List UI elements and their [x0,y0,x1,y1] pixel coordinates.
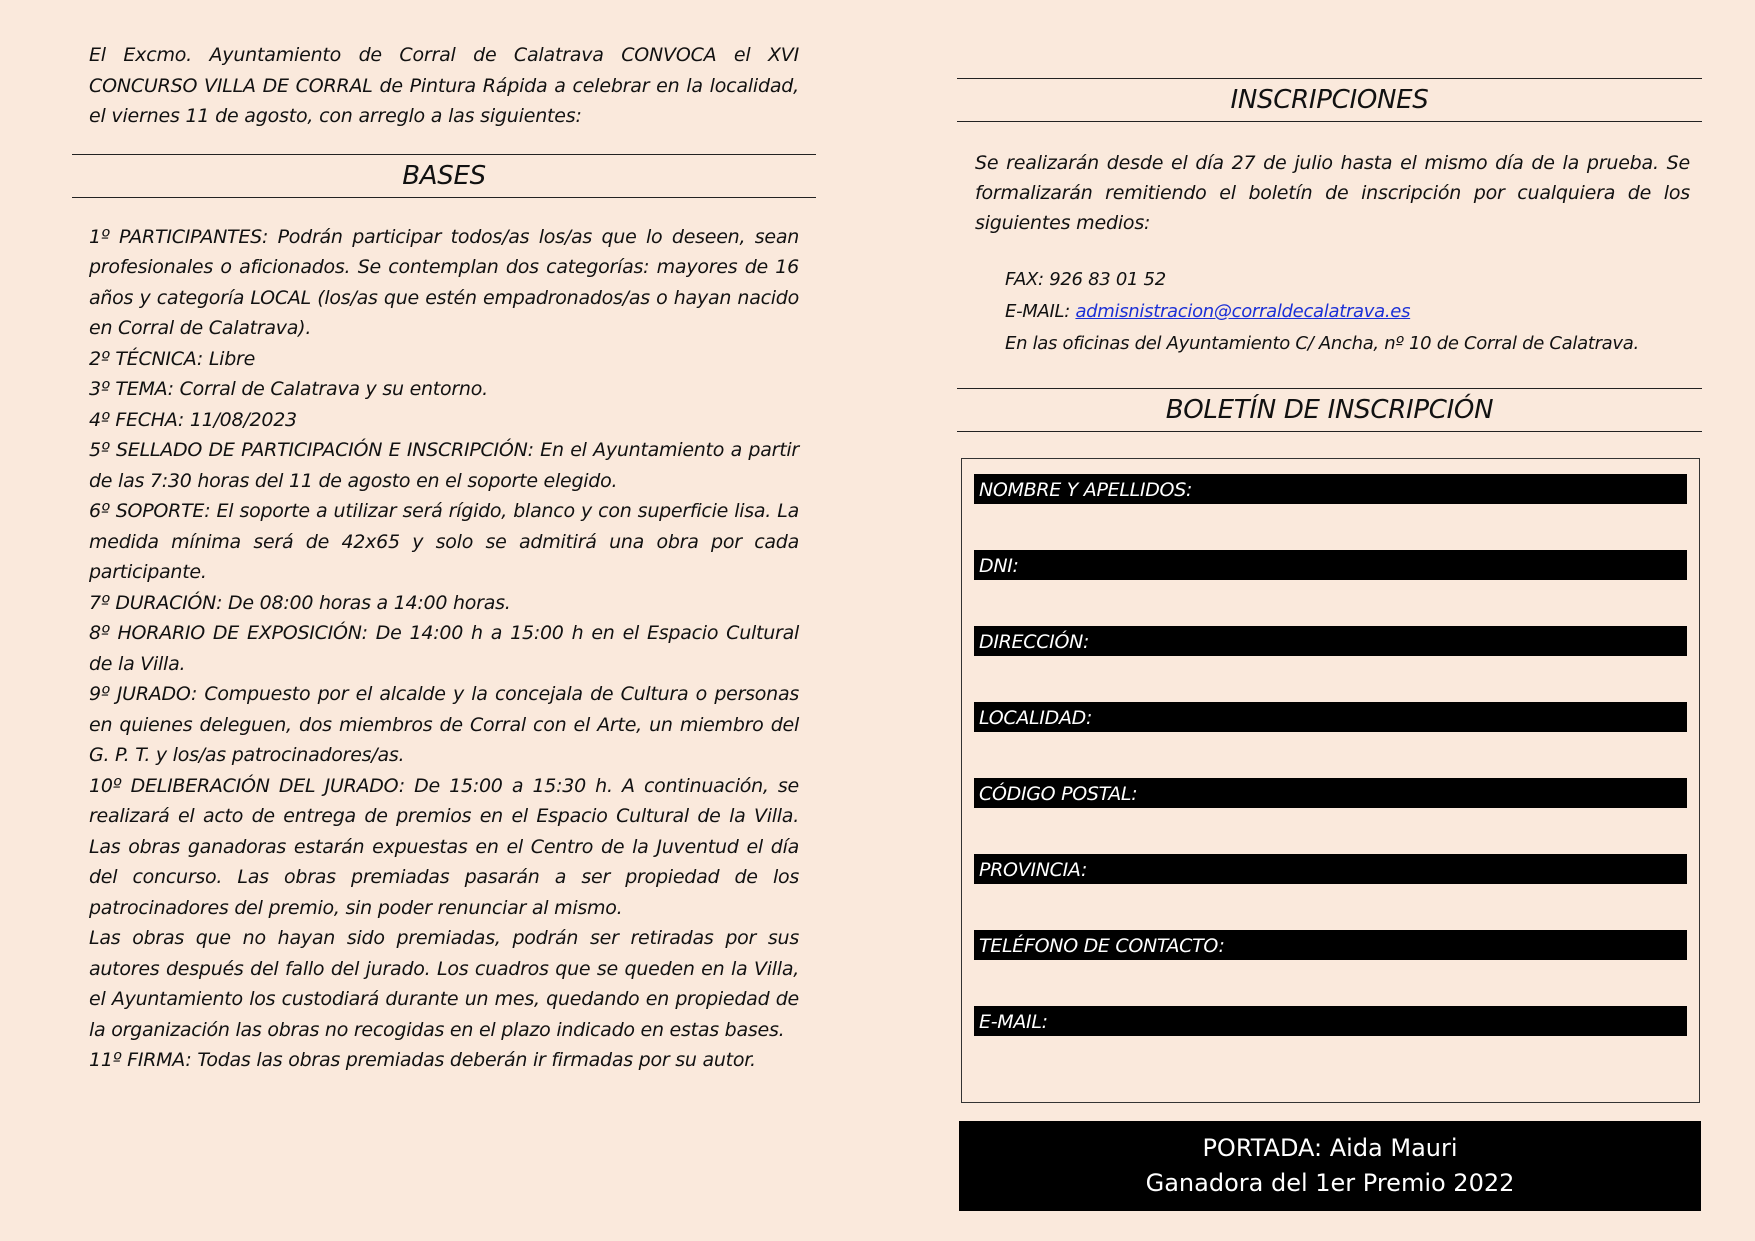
contact-info [1005,264,1702,360]
base-item-8: 8º HORARIO DE EXPOSICIÓN: De 14:00 h a 15:00 h en el Espacio Cultural de la Villa. [89,622,799,675]
email-label: E-MAIL: [1005,301,1076,322]
bases-header: BASES [72,154,816,198]
fax-line: FAX: 926 83 01 52 [1005,269,1166,290]
email-line [1005,296,1702,328]
base-item-3: 3º TEMA: Corral de Calatrava y su entorno. [89,378,488,400]
field-codigo-postal[interactable]: CÓDIGO POSTAL: [974,778,1687,808]
cover-credit [959,1121,1701,1211]
base-item-11: 11º FIRMA: Todas las obras premiadas deberán ir firmadas por su autor. [89,1049,756,1071]
base-item-1: 1º PARTICIPANTES: Podrán participar todos/as los/as que lo deseen, sean profesionales o aficionados. Se contemplan dos categorías: mayores de 16 años y categoría LOCAL (los/as que estén empadronados/as o hayan nacido en Corral de Calatrava). [89,225,799,339]
inscripciones-text: Se realizarán desde el día 27 de julio hasta el mismo día de la prueba. Se formalizarán remitiendo el boletín de inscripción por cualquiera de los siguientes medios: [975,152,1690,234]
base-item-5: 5º SELLADO DE PARTICIPACIÓN E INSCRIPCIÓN: En el Ayuntamiento a partir de las 7:30 horas del 11 de agosto en el soporte elegido. [89,439,799,492]
field-localidad[interactable]: LOCALIDAD: [974,702,1687,732]
base-item-4: 4º FECHA: 11/08/2023 [89,408,297,431]
email-link[interactable]: admisnistracion@corraldecalatrava.es [1075,301,1411,322]
field-direccion[interactable]: DIRECCIÓN: [974,626,1687,656]
base-item-6: 6º SOPORTE: El soporte a utilizar será rígido, blanco y con superficie lisa. La medida mínima será de 42x65 y solo se admitirá una obra por cada participante. [89,500,799,583]
field-provincia[interactable]: PROVINCIA: [974,854,1687,884]
left-column [72,40,816,1076]
inscripciones-header: INSCRIPCIONES [957,78,1702,122]
bases-list [89,222,799,1076]
cover-credit-line2: Ganadora del 1er Premio 2022 [1145,1169,1515,1197]
base-item-10-note: Las obras que no hayan sido premiadas, podrán ser retiradas por sus autores después del fallo del jurado. Los cuadros que se queden en la Villa, el Ayuntamiento los custodiará durante un mes, quedando en propiedad de la organización las obras no recogidas en el plazo indicado en estas bases. [89,927,799,1041]
field-dni[interactable]: DNI: [974,550,1687,580]
field-telefono[interactable]: TELÉFONO DE CONTACTO: [974,930,1687,960]
base-item-10: 10º DELIBERACIÓN DEL JURADO: De 15:00 a 15:30 h. A continuación, se realizará el acto de entrega de premios en el Espacio Cultural de la Villa. Las obras ganadoras estarán expuestas en el Centro de la Juventud el día del concurso. Las obras premiadas pasarán a ser propiedad de los patrocinadores del premio, sin poder renunciar al mismo. [89,774,799,919]
field-nombre[interactable]: NOMBRE Y APELLIDOS: [974,474,1687,504]
office-line: En las oficinas del Ayuntamiento C/ Ancha, nº 10 de Corral de Calatrava. [1005,333,1639,354]
cover-credit-line1: PORTADA: Aida Mauri [1202,1134,1458,1162]
right-column [957,78,1702,1211]
registration-form [961,458,1700,1103]
intro-paragraph: El Excmo. Ayuntamiento de Corral de Calatrava CONVOCA el XVI CONCURSO VILLA DE CORRAL de Pintura Rápida a celebrar en la localidad, el viernes 11 de agosto, con arreglo a las siguientes: [89,44,799,127]
field-email[interactable]: E-MAIL: [974,1006,1687,1036]
base-item-9: 9º JURADO: Compuesto por el alcalde y la concejala de Cultura o personas en quienes deleguen, dos miembros de Corral con el Arte, un miembro del G. P. T. y los/as patrocinadores/as. [89,683,799,766]
boletin-header: BOLETÍN DE INSCRIPCIÓN [957,388,1702,432]
base-item-7: 7º DURACIÓN: De 08:00 horas a 14:00 horas. [89,591,511,614]
base-item-2: 2º TÉCNICA: Libre [89,347,256,370]
